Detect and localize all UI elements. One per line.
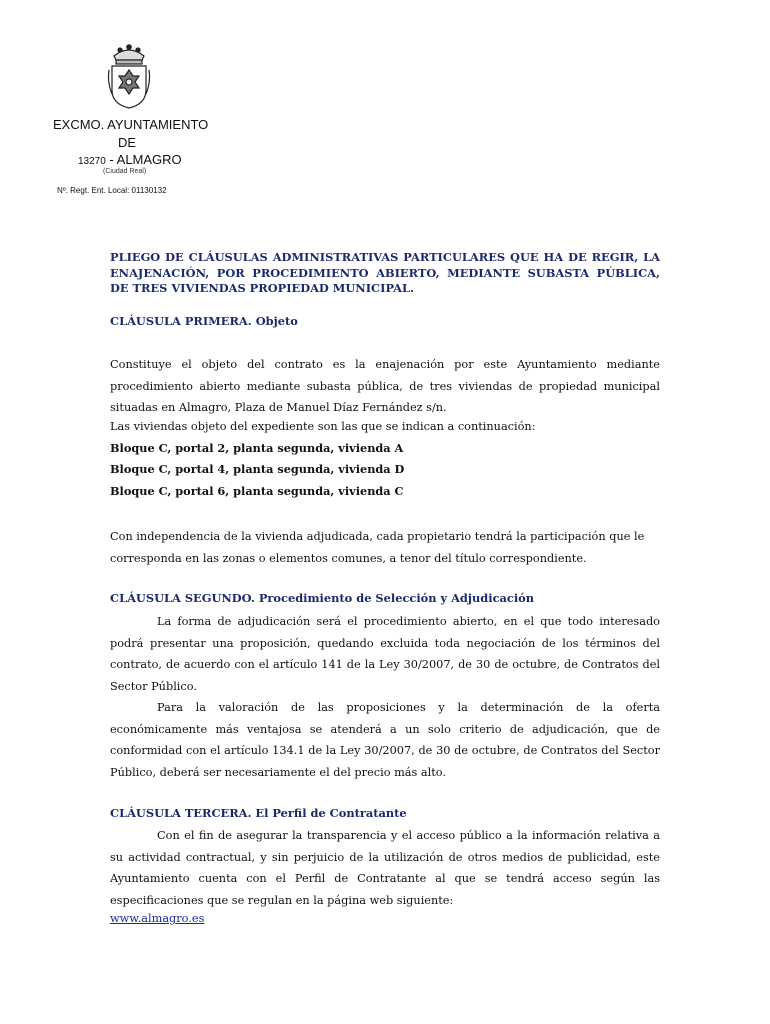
clause1-paragraph-2: Con independencia de la vivienda adjudicada, cada propietario tendrá la participación que le corresponda en las zonas o elementos comunes, a tenor del título correspondiente.	[110, 530, 645, 565]
document-title: PLIEGO DE CLÁUSULAS ADMINISTRATIVAS PARTICULARES QUE HA DE REGIR, LA ENAJENACIÓN, POR PROCEDIMIENTO ABIERTO, MEDIANTE SUBASTA PÚBLICA, DE TRES VIVIENDAS PROPIEDAD MUNICIPAL.	[110, 250, 660, 295]
list-item: Bloque C, portal 2, planta segunda, vivienda A	[110, 441, 404, 455]
postal-code: 13270	[78, 156, 106, 167]
city-name: - ALMAGRO	[105, 152, 182, 167]
clause2-heading: CLÁUSULA SEGUNDO. Procedimiento de Selección y Adjudicación	[110, 591, 535, 605]
website-link[interactable]: www.almagro.es	[110, 912, 205, 925]
clause2-paragraph-2: Para la valoración de las proposiciones y la determinación de la oferta económicamente más ventajosa se atenderá a un solo criterio de adjudicación, que de conformidad con el artículo 134.1 de la Ley 30/2007, de 30 de octubre, de Contratos del Sector Público, deberá ser necesariamente el del precio más alto.	[110, 701, 660, 779]
header-title-line1: EXCMO. AYUNTAMIENTO	[53, 117, 209, 132]
clause1-intro: Las viviendas objeto del expediente son las que se indican a continuación:	[110, 420, 536, 433]
header-title-line2: DE	[118, 135, 137, 150]
list-item: Bloque C, portal 4, planta segunda, vivienda D	[110, 462, 405, 476]
list-item: Bloque C, portal 6, planta segunda, vivienda C	[110, 484, 404, 498]
clause3-paragraph: Con el fin de asegurar la transparencia y el acceso público a la información relativa a su actividad contractual, y sin perjuicio de la utilización de otros medios de publicidad, este Ayuntamiento cuenta con el Perfil de Contratante al que se tendrá acceso según las especificaciones que se regulan en la página web siguiente:	[110, 829, 660, 907]
clause1-heading: CLÁUSULA PRIMERA. Objeto	[110, 314, 298, 328]
registry-number: Nº. Regt. Ent. Local: 01130132	[57, 186, 167, 195]
clause1-paragraph: Constituye el objeto del contrato es la enajenación por este Ayuntamiento mediante procedimiento abierto mediante subasta pública, de tres viviendas de propiedad municipal situadas en Almagro, Plaza de Manuel Díaz Fernández s/n.	[110, 358, 660, 415]
clause2-paragraph-1: La forma de adjudicación será el procedimiento abierto, en el que todo interesado podrá presentar una proposición, quedando excluida toda negociación de los términos del contrato, de acuerdo con el artículo 141 de la Ley 30/2007, de 30 de octubre, de Contratos del Sector Público.	[110, 615, 660, 693]
clause3-heading: CLÁUSULA TERCERA. El Perfil de Contratante	[110, 806, 407, 820]
municipal-crest-logo	[106, 42, 152, 110]
header-city-line	[78, 152, 182, 167]
header-province: (Ciudad Real)	[103, 168, 147, 175]
